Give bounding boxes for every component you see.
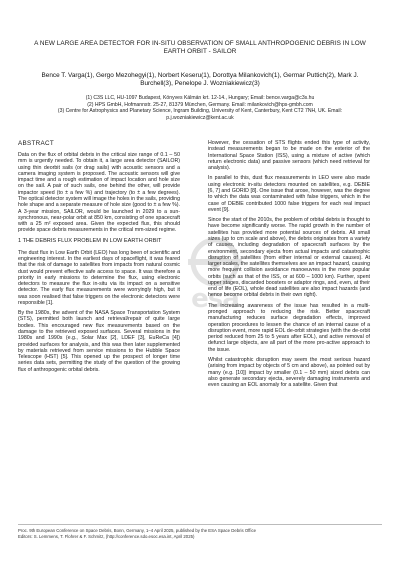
author-list: Bence T. Varga(1), Gergo Mezohegyi(1), Norbert Keseru(1), Dorottya Milankovich(1), Germar Puttich(2), Mark J. Burchell(3), Penelope J. Wozniakiewicz(3) bbox=[41, 72, 359, 88]
footer-line-proceedings: Proc. 9th European Conference on Space Debris, Bonn, Germany, 1–4 April 2025, published by the ESA Space Debris Office bbox=[18, 528, 256, 533]
body-paragraph: However, the cessation of STS flights ended this type of activity, instead measurements began to be made on the exterior of the International Space Station (ISS), using a mixture of active (which return electronic data) and passive sensors (which need retrieval for analysis). bbox=[208, 140, 370, 172]
left-column bbox=[18, 140, 180, 377]
affiliation-1: (1) C3S LLC, HU-1097 Budapest, Könyves Kálmán krt. 12-14., Hungary; Email: bence.varga@c3s.hu bbox=[85, 95, 315, 101]
right-column bbox=[208, 140, 370, 392]
esa-logo-wordmark: esa bbox=[191, 284, 239, 314]
footer-line-editors: Editors: S. Lemmens, T. Flohrer & F. Schmitz, (http://conference.sdo.esoc.esa.int, April 2025) bbox=[18, 533, 195, 539]
body-paragraph: Whilst catastrophic disruption may seem the most serious hazard (arising from impact by objects of 5 cm and above), as pointed out by many (e.g. [10]) impact by smaller (0.1 – 50 mm) sized debris can also generate secondary ejecta, severely damaging instruments and even causing an EOL anomaly for a satellite. Given that bbox=[208, 357, 370, 389]
body-paragraph: Since the start of the 2010s, the problem of orbital debris is thought to have become significantly worse. The rapid growth in the number of satellites has provided more potential sources of debris. All small sizes (up to cm scale and above), the debris originates from a variety of causes, including degradation of spacecraft surfaces by the environment, secondary ejecta from actual impacts and catastrophic disruption of satellites (from either internal or external causes). At larger scales, the satellites themselves are an impact hazard, causing more frequent collision avoidance manoeuvres in the more popular orbits (such as that of the ISS, or at 600 – 1000 km). Further, spent upper stages, discarded boosters or adaptor rings, and, even, at their end of life (EOL), whole dead satellites are also impact hazards (and hence become orbital debris in their own right). bbox=[208, 217, 370, 299]
page-footer bbox=[18, 524, 382, 539]
abstract-heading: ABSTRACT bbox=[18, 140, 54, 147]
section-1-heading: 1 THE DEBRIS FLUX PROBLEM IN LOW EARTH ORBIT bbox=[18, 237, 162, 244]
affiliations bbox=[26, 95, 374, 122]
body-paragraph: The dust flux in Low Earth Orbit (LEO) has long been of scientific and engineering interest. In the earliest days of spaceflight, it was feared that the risk of damage to satellites from impacts from natural cosmic dust would prevent effective safe access to space. It was therefore a priority in early missions to determine the flux, using electronic detectors to measure the flux in-situ via its impact on a sensitive detector. The early flux measurements were worryingly high, but it was soon realised that false triggers on the electronic detectors were responsible [1]. bbox=[18, 249, 180, 306]
body-paragraph: By the 1980s, the advent of the NASA Space Transportation System (STS), permitted both launch and retrieval/repair of quite large bodies. This encouraged new flux measurements based on the damage to the retrieved exposed surfaces. Several missions in the 1980s and 1990s (e.g., Solar Max [2], LDEF [3], EuReCa [4]) provided surfaces for analysis, and this was then later supplemented by materials retrieved from service missions to the Hubble Space Telescope (HST) [5]. This opened up the prospect of longer time series data sets, permitting the study of the question of the growing flux of anthropogenic orbital debris. bbox=[18, 310, 180, 373]
paper-title: A NEW LARGE AREA DETECTOR FOR IN-SITU OBSERVATION OF SMALL ANTHROPOGENIC DEBRIS IN LOW EARTH ORBIT - SAILOR bbox=[34, 40, 366, 56]
body-paragraph: The increasing awareness of the issue has resulted in a multi-pronged approach to reducing the risk. Better spacecraft manufacturing reduces surface degradation effects, improved operation procedures to lessen the chance of an internal cause of a disruption event, more rapid EOL de-orbit strategies (with the de-orbit period reduced from 25 to 5 years after EOL), and active removal of defunct large objects, are all part of the more pro-active approach to the issue. bbox=[208, 302, 370, 353]
affiliation-2: (2) HPS GmbH, Hofmannstr. 25-27, 81379 München, Germany. Email: milankovich@hps-gmbh.com bbox=[87, 101, 313, 108]
abstract-text: Data on the flux of orbital debris in the critical size range of 0.1 – 50 mm is urgently needed. To obtain it, a large area detector (SAILOR) using thin deorbit sails (or drag sails) with acoustic sensors and a camera imaging system is proposed. The acoustic sensors will give impact time and a rough estimation of impact location and hole size on the sail. A pair of such sails, one behind the other, will provide impactor speed (to ± a few %) and trajectory (to ± a few degrees). The optical detector system will image the holes in the sails, providing hole shape and a separate measure of hole size (good to ± a few %). A 3-year mission, SAILOR, would be launched in 2029 to a sun-synchronous, near-polar orbit at 850 km, consisting of one spacecraft with a 25 m² exposed area. Given the expected flux, this should provide space debris measurements in the critical mm-sized regime. bbox=[18, 152, 180, 234]
body-paragraph: In parallel to this, dust flux measurements in LEO were also made using electronic in-situ detectors mounted on satellites, e.g. DEBIE [6, 7] and GORID [8]. One issue that arose, however, was the degree to which the data was contaminated with false triggers, which in the case of DEBIE contributed 1000 false triggers for each real impact event [9]. bbox=[208, 175, 370, 213]
affiliation-3: (3) Centre for Astrophysics and Planetary Science, Ingram Building, University of Kent, Canterbury, Kent CT2 7NH, UK. Email: p.j.wozniakiewicz@kent.ac.uk bbox=[57, 108, 343, 122]
